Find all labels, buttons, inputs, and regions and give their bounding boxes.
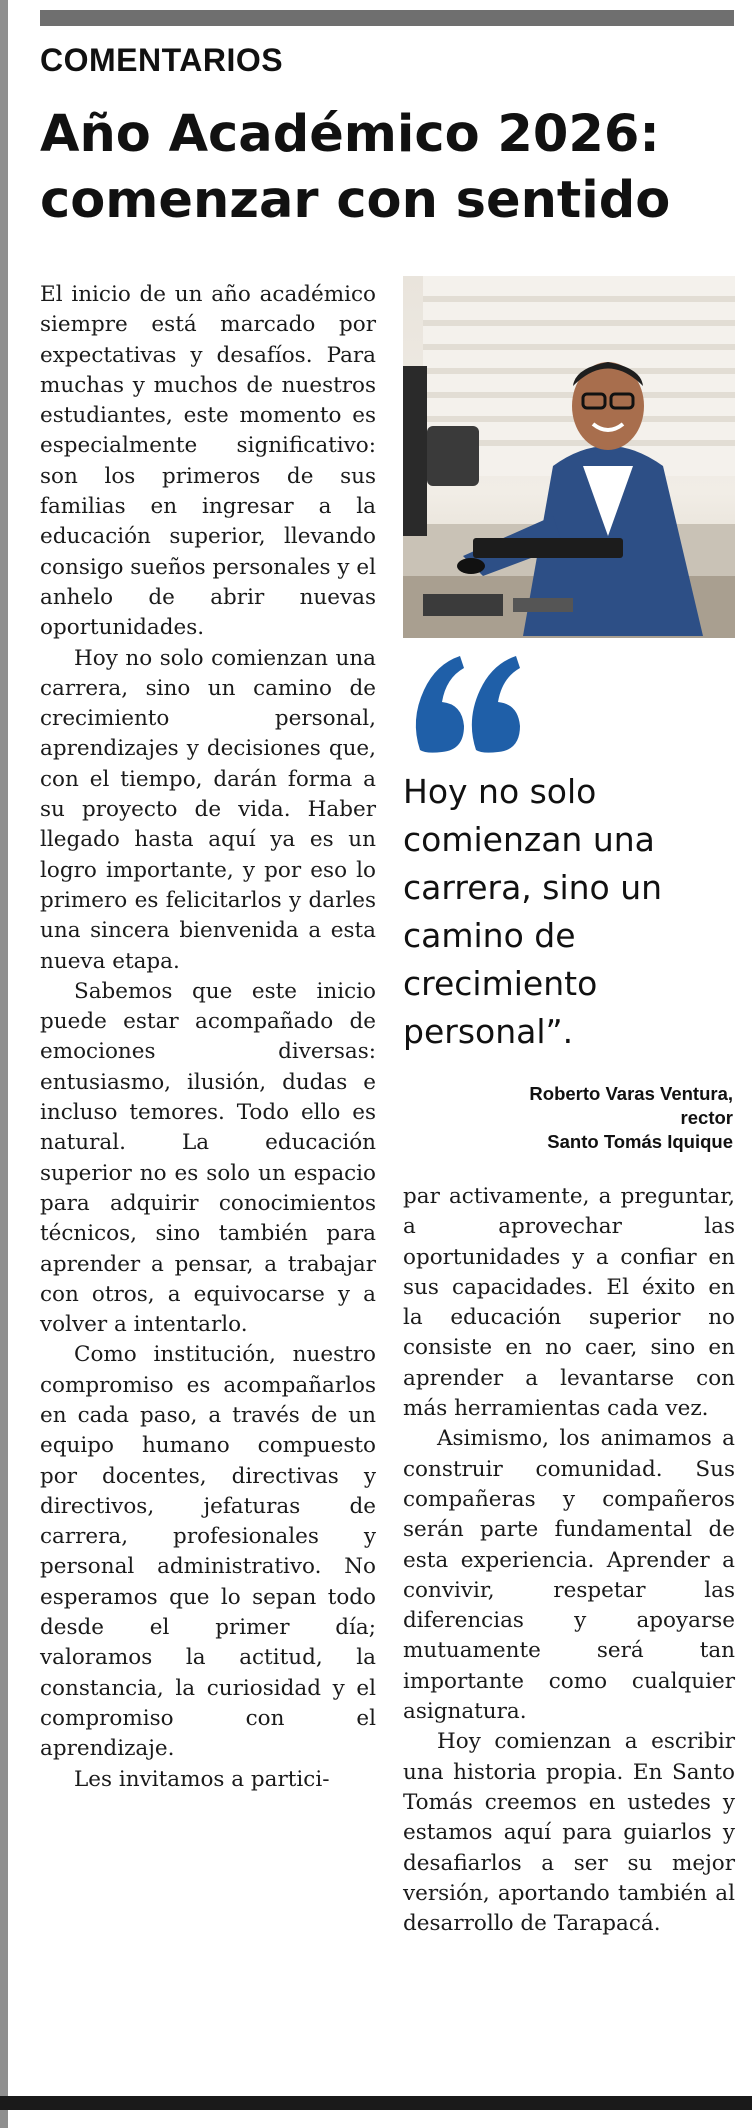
paragraph: El inicio de un año académico siempre está marcado por expectativas y desafíos. Para muchas y muchos de nuestros estudiantes, este momento es especialmente significativo: son los primeros de sus familias en ingresar a la educación superior, llevando consigo sueños personales y el anhelo de abrir nuevas oportunidades. [40,282,377,641]
paragraph: par activamente, a preguntar, a aprovechar las oportunidades y a confiar en sus capacidades. El éxito en la educación superior no consiste en no caer, sino en aprender a levantarse con más herramientas cada vez. [403,1184,735,1422]
attribution-role: rector [680,1107,733,1128]
headline-line-2: comenzar con sentido [40,171,671,230]
paragraph: Como institución, nuestro compromiso es acompañarlos en cada paso, a través de un equipo humano compuesto por docentes, directivas y directivos, jefaturas de carrera, profesionales y personal administrativo. No esperamos que lo sepan todo desde el primer día; valoramos la actitud, la constancia, la curiosidad y el compromiso con el aprendizaje. [40,1342,376,1762]
attribution [403,1082,733,1154]
paragraph: Hoy comienzan a escribir una historia propia. En Santo Tomás creemos en ustedes y estamos aquí para guiarlos y desafiarlos a ser su mejor versión, aportando también al desarrollo de Tarapacá. [403,1729,735,1937]
author-photo [403,276,735,638]
attribution-name: Roberto Varas Ventura, [529,1083,733,1104]
section-label: COMENTARIOS [40,42,284,78]
attribution-institution: Santo Tomás Iquique [547,1131,733,1152]
headline-line-1: Año Académico 2026: [40,105,660,164]
paragraph: Les invitamos a partici- [74,1766,330,1792]
paragraph: Hoy no solo comienzan una carrera, sino un camino de crecimiento personal, aprendizajes y decisiones que, con el tiempo, darán forma a su proyecto de vida. Haber llegado hasta aquí ya es un logro importante, y por eso lo primero es felicitarlos y darles una sincera bienvenida a esta nueva etapa. [40,645,376,974]
body-column-left [40,280,376,2080]
headline [40,102,740,234]
pull-quote: Hoy no solo comienzan una carrera, sino un camino de crecimiento personal”. [403,772,663,1051]
top-rule [40,10,734,26]
paragraph: Sabemos que este inicio puede estar acompañado de emociones diversas: entusiasmo, ilusión, dudas e incluso temores. Todo ello es natural. La educación superior no es solo un espacio para adquirir conocimientos técnicos, sino también para aprender a pensar, a trabajar con otros, a equivocarse y a volver a intentarlo. [40,978,376,1338]
paragraph: Asimismo, los animamos a construir comunidad. Sus compañeras y compañeros serán parte fundamental de esta experiencia. Aprender a convivir, respetar las diferencias y apoyarse mutuamente será tan importante como cualquier asignatura. [403,1426,735,1725]
body-column-right [403,1182,735,2032]
left-column-rule [0,0,8,2128]
bottom-rule [0,2096,752,2110]
author-photo-illustration [403,276,735,638]
opening-quote-icon [410,650,530,760]
